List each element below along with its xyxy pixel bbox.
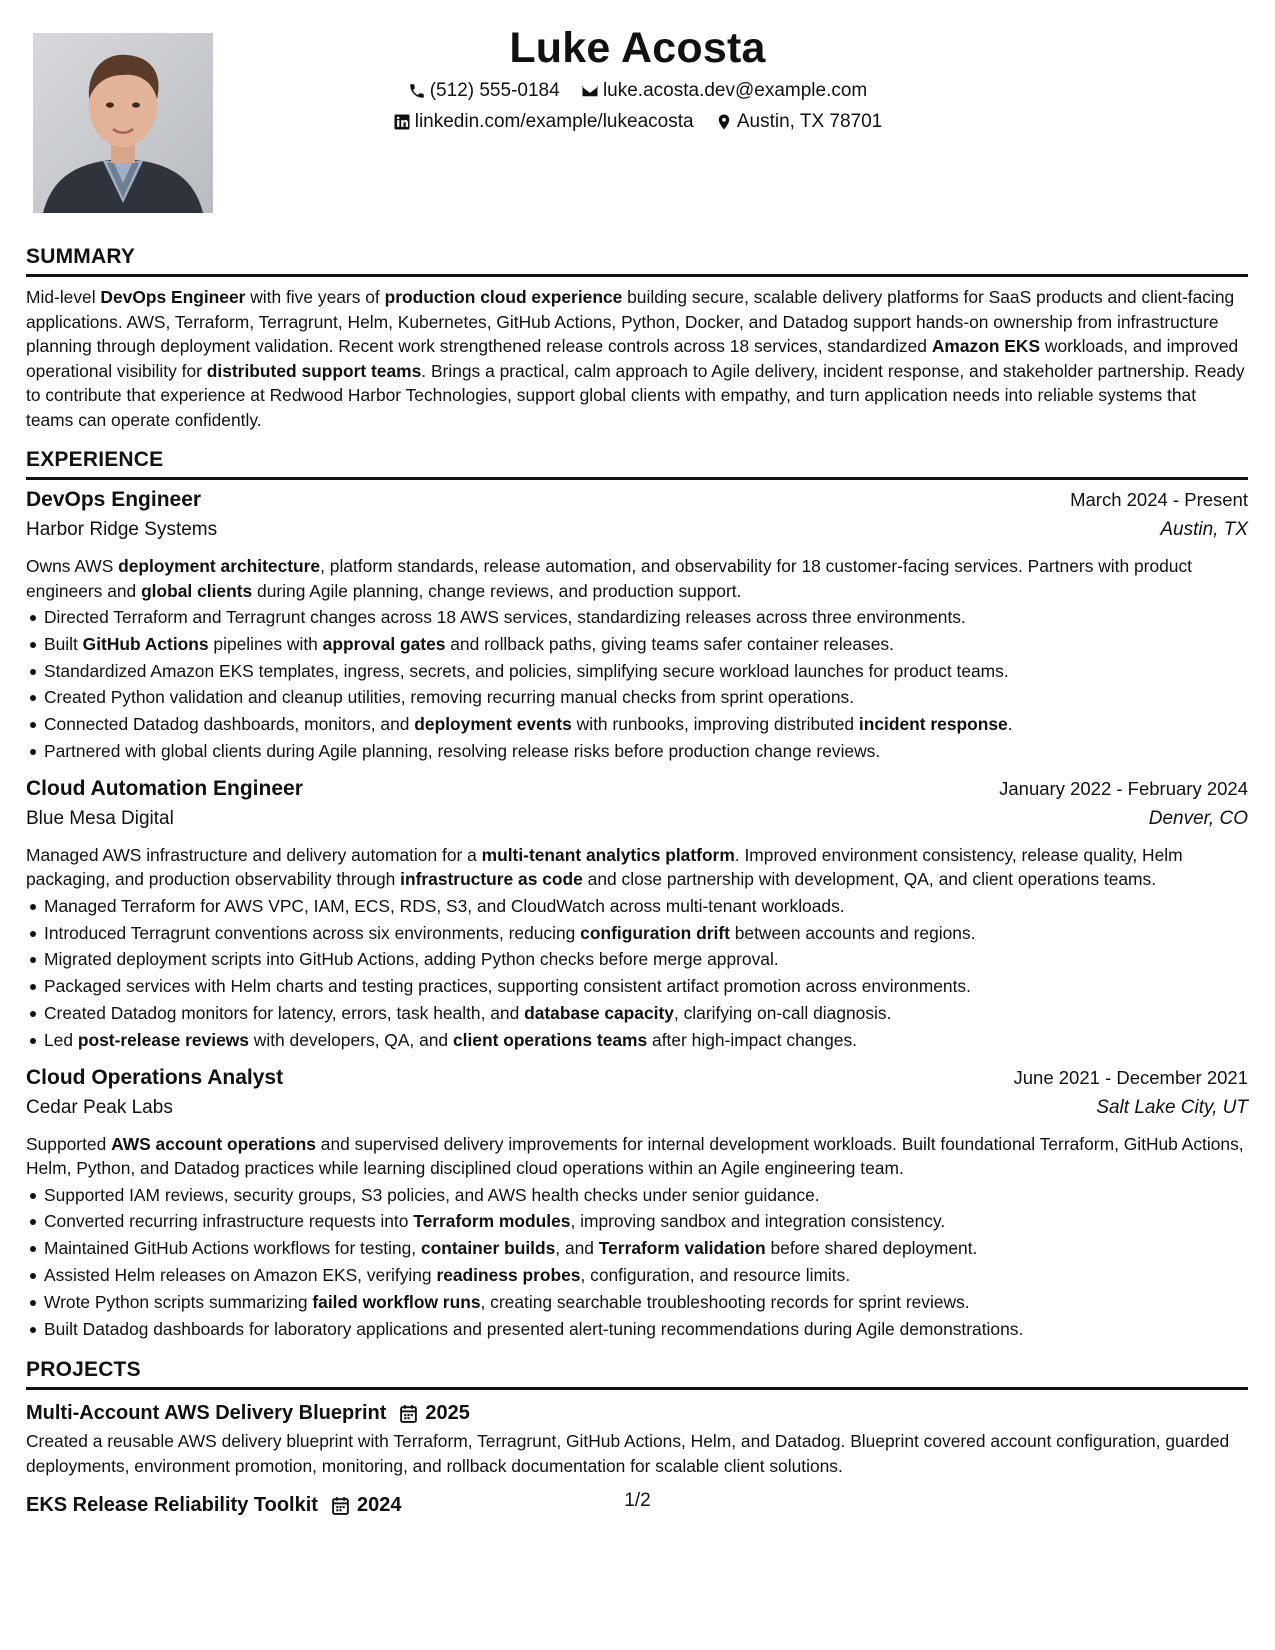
job-title: Cloud Automation Engineer <box>26 776 303 800</box>
project-title: Multi-Account AWS Delivery Blueprint <box>26 1402 387 1425</box>
summary-text: Mid-level DevOps Engineer with five years of production cloud experience building secure, scalable delivery platforms for SaaS products and client-facing applications. AWS, Terraform, Terragrunt, Helm, Kubernetes, GitHub Actions, Python, Docker, and Datadog support hands-on ownership from infrastructure planning through deployment validation. Recent work strengthened release controls across 18 services, standardized Amazon EKS workloads, and improved operational visibility for distributed support teams. Brings a practical, calm approach to Agile delivery, incident response, and stakeholder partnership. Ready to contribute that experience at Redwood Harbor Technologies, support global clients with empathy, and turn application needs into reliable systems that teams can operate confidently. <box>26 287 1245 430</box>
experience-section <box>26 448 1248 1342</box>
project-year: 2025 <box>425 1402 470 1425</box>
linkedin-icon <box>393 113 411 131</box>
contact-row-2 <box>0 111 1275 137</box>
job-location: Salt Lake City, UT <box>1096 1096 1248 1118</box>
project-description: Created a reusable AWS delivery blueprint with Terraform, Terragrunt, GitHub Actions, Helm, and Datadog. Blueprint covered account configuration, guarded deployments, environment promotion, monitoring, and rollback documentation for scalable client solutions. <box>26 1431 1230 1476</box>
bullet-item: Connected Datadog dashboards, monitors, and deployment events with runbooks, improving distributed incident response. <box>26 711 1248 738</box>
job-bullets <box>26 604 1248 765</box>
bullet-item: Partnered with global clients during Agile planning, resolving release risks before production change reviews. <box>26 738 1248 765</box>
bullet-item: Maintained GitHub Actions workflows for testing, container builds, and Terraform validation before shared deployment. <box>26 1235 1248 1262</box>
bullet-item: Standardized Amazon EKS templates, ingress, secrets, and policies, simplifying secure workload launches for product teams. <box>26 658 1248 685</box>
bullet-item: Introduced Terragrunt conventions across six environments, reducing configuration drift between accounts and regions. <box>26 920 1248 947</box>
candidate-name: Luke Acosta <box>509 24 766 72</box>
bullet-item: Built Datadog dashboards for laboratory applications and presented alert-tuning recommendations during Agile demonstrations. <box>26 1316 1248 1343</box>
job-description: Owns AWS deployment architecture, platform standards, release automation, and observability for 18 customer-facing services. Partners with product engineers and global clients during Agile planning, change reviews, and production support. <box>26 556 1192 601</box>
job-location: Denver, CO <box>1148 807 1248 829</box>
bullet-item: Led post-release reviews with developers, QA, and client operations teams after high-impact changes. <box>26 1027 1248 1054</box>
contact-row-1 <box>0 80 1275 106</box>
page-number: 1/2 <box>624 1490 651 1511</box>
section-title-projects: PROJECTS <box>26 1358 1248 1390</box>
bullet-item: Created Datadog monitors for latency, errors, task health, and database capacity, clarifying on-call diagnosis. <box>26 1000 1248 1027</box>
job-location: Austin, TX <box>1160 519 1248 540</box>
bullet-item: Directed Terraform and Terragrunt changes across 18 AWS services, standardizing releases across three environments. <box>26 604 1248 631</box>
bullet-item: Assisted Helm releases on Amazon EKS, verifying readiness probes, configuration, and resource limits. <box>26 1262 1248 1289</box>
bullet-item: Built GitHub Actions pipelines with approval gates and rollback paths, giving teams safer container releases. <box>26 631 1248 658</box>
project-title: EKS Release Reliability Toolkit <box>26 1494 318 1517</box>
resume-header <box>0 0 1275 230</box>
bullet-item: Supported IAM reviews, security groups, S3 policies, and AWS health checks under senior guidance. <box>26 1182 1248 1209</box>
location-text: Austin, TX 78701 <box>736 111 883 132</box>
job-entry <box>26 777 1248 1054</box>
project-year: 2024 <box>356 1494 402 1517</box>
job-entry <box>26 488 1248 765</box>
job-company: Cedar Peak Labs <box>26 1096 173 1118</box>
calendar-icon <box>400 1404 417 1423</box>
job-description: Supported AWS account operations and supervised delivery improvements for internal development workloads. Built foundational Terraform, GitHub Actions, Helm, Python, and Datadog practices while learning disciplined cloud operations within an Agile engineering team. <box>26 1133 1244 1179</box>
bullet-item: Wrote Python scripts summarizing failed workflow runs, creating searchable troubleshooting records for sprint reviews. <box>26 1289 1248 1316</box>
job-bullets <box>26 893 1248 1054</box>
email-text: luke.acosta.dev@example.com <box>602 80 868 101</box>
bullet-item: Managed Terraform for AWS VPC, IAM, ECS, RDS, S3, and CloudWatch across multi-tenant workloads. <box>26 893 1248 920</box>
summary-section <box>26 245 1248 432</box>
contact-phone[interactable] <box>408 80 560 102</box>
map-pin-icon <box>715 113 733 131</box>
job-entry <box>26 1066 1248 1343</box>
phone-icon <box>408 82 426 100</box>
bullet-item: Packaged services with Helm charts and testing practices, supporting consistent artifact promotion across environments. <box>26 973 1248 1000</box>
bullet-item: Converted recurring infrastructure requests into Terraform modules, improving sandbox and integration consistency. <box>26 1208 1248 1235</box>
job-description: Managed AWS infrastructure and delivery automation for a multi-tenant analytics platform. Improved environment consistency, release quality, Helm packaging, and production observability through infrastructure as code and close partnership with development, QA, and client operations teams. <box>26 844 1183 890</box>
contact-email[interactable] <box>581 80 867 102</box>
job-dates: June 2021 - December 2021 <box>1013 1066 1248 1088</box>
project-entry <box>26 1398 1248 1478</box>
job-company: Harbor Ridge Systems <box>26 519 218 540</box>
contact-linkedin[interactable] <box>393 111 694 133</box>
phone-text: (512) 555-0184 <box>429 80 560 101</box>
job-dates: January 2022 - February 2024 <box>999 777 1248 799</box>
section-title-summary: SUMMARY <box>26 245 1248 277</box>
linkedin-text: linkedin.com/example/lukeacosta <box>414 111 694 132</box>
job-bullets <box>26 1182 1248 1343</box>
section-title-experience: EXPERIENCE <box>26 448 1248 480</box>
resume-body <box>26 245 1248 1537</box>
job-title: Cloud Operations Analyst <box>26 1065 284 1089</box>
job-company: Blue Mesa Digital <box>26 807 174 829</box>
bullet-item: Migrated deployment scripts into GitHub Actions, adding Python checks before merge approval. <box>26 946 1248 973</box>
envelope-icon <box>581 82 599 100</box>
job-title: DevOps Engineer <box>26 488 202 511</box>
job-dates: March 2024 - Present <box>1070 489 1248 510</box>
contact-location <box>715 111 882 133</box>
bullet-item: Created Python validation and cleanup utilities, removing recurring manual checks from sprint operations. <box>26 684 1248 711</box>
